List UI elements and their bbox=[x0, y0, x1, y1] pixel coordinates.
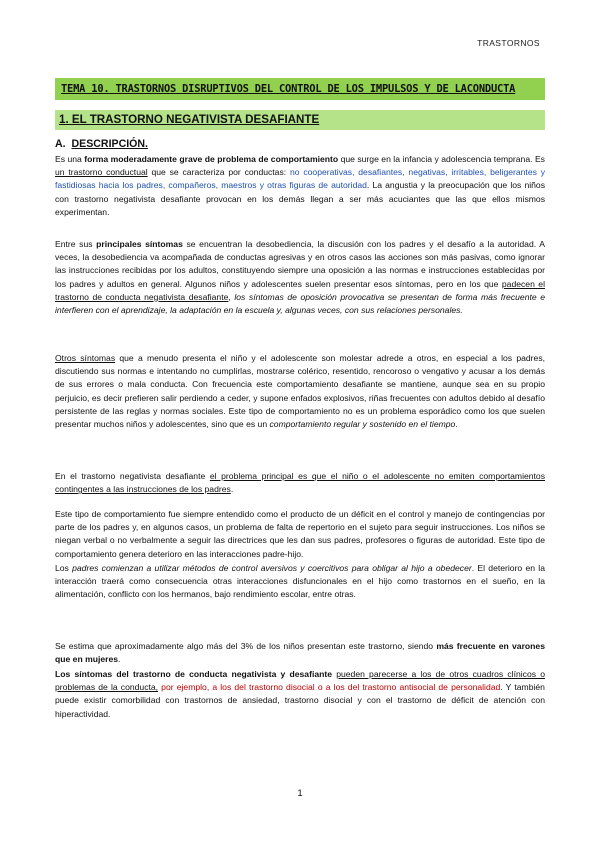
chapter-title: TEMA 10. TRASTORNOS DISRUPTIVOS DEL CONTROL DE LOS IMPULSOS Y DE LACONDUCTA bbox=[61, 83, 516, 95]
text: . La angustia y la preocupación que los niños con trastorno negativista desafiante provocan en los demás llegan a ser más acuciantes que las que ellos mismos experimentan. bbox=[55, 180, 545, 217]
highlighted-text: por ejemplo, a los del trastorno disocial o a los del trastorno antisocial de personalidad bbox=[158, 682, 501, 693]
chapter-title-band bbox=[55, 78, 545, 100]
italic-text: comportamiento regular y sostenido en el tiempo bbox=[269, 419, 456, 430]
paragraph-7 bbox=[55, 640, 545, 666]
bold-text: más frecuente en varones que en mujeres bbox=[55, 641, 545, 665]
italic-text: padres comienzan a utilizar métodos de control aversivos y coercitivos para obligar al hijo a obedecer bbox=[72, 563, 472, 573]
text: . bbox=[230, 484, 234, 495]
text: En el trastorno negativista desafiante bbox=[55, 471, 210, 481]
text: . El deterioro en la interacción traerá como consecuencia otras interacciones disfuncionales en el hijo como trastornos en el sueño, en la alimentación, conflicto con los hermanos, bajo rendimiento escolar, entre otras. bbox=[55, 563, 545, 600]
text: . Y también puede existir comorbilidad con trastornos de ansiedad, trastorno disocial y con el trastorno de déficit de atención con hiperactividad. bbox=[55, 682, 545, 719]
text: que se caracteriza por conductas: bbox=[147, 167, 290, 178]
page-number: 1 bbox=[297, 788, 303, 799]
underlined-text: el problema principal es que el niño o el adolescente no emiten comportamientos contingentes a las instrucciones de los padres bbox=[55, 471, 545, 495]
underlined-text: pueden parecerse a los de otros cuadros clínicos o problemas de la conducta, bbox=[55, 669, 545, 693]
section-heading-band bbox=[55, 110, 545, 130]
text: . bbox=[118, 654, 121, 665]
text: se encuentran la desobediencia, la discusión con los padres y el desafío a la autoridad. A veces, la desobediencia va acompañada de conductas agresivas y en otros casos las acciones son más pasivas, como ignorar las instrucciones recibidas por los adultos, constituyendo siempre una oposición a las normas e instrucciones establecidas por los padres y adultos en general. Algunos niños y adolescentes suelen presentar esos síntomas, pero en los que bbox=[55, 239, 545, 289]
text: Se estima que aproximadamente algo más del 3% de los niños presentan este trastorno, siendo bbox=[55, 641, 437, 651]
bold-text: principales síntomas bbox=[96, 239, 183, 249]
paragraph-3 bbox=[55, 352, 545, 431]
subsection-letter: A. bbox=[55, 138, 66, 150]
text: Este tipo de comportamiento fue siempre entendido como el producto de un déficit en el control y manejo de contingencias por parte de los padres y, en algunos casos, un problema de falta de repertorio en el sujeto para seguir instrucciones. Los niños se niegan verbal o no verbalmente a seguir las directrices que les dan sus padres, profesores o figuras de autoridad. Este tipo de comportamiento genera deterioro en las interacciones padre-hijo. bbox=[55, 509, 545, 559]
paragraph-6 bbox=[55, 562, 545, 602]
paragraph-2 bbox=[55, 238, 545, 317]
bold-text: forma moderadamente grave de problema de comportamiento bbox=[84, 154, 339, 164]
text: Es una bbox=[55, 154, 85, 164]
text: , bbox=[228, 291, 235, 302]
subsection-heading bbox=[55, 138, 148, 150]
paragraph-1 bbox=[55, 153, 545, 219]
subsection-label: DESCRIPCIÓN. bbox=[71, 138, 149, 150]
text: . bbox=[455, 419, 458, 430]
underlined-text: Otros síntomas bbox=[55, 353, 116, 363]
italic-text: los síntomas de oposición provocativa se presentan de forma más frecuente e interfieren con el aprendizaje, la adaptación en la escuela y, algunas veces, con sus relaciones personales. bbox=[55, 291, 545, 316]
section-heading: 1. EL TRASTORNO NEGATIVISTA DESAFIANTE bbox=[59, 113, 320, 126]
text: que a menudo presenta el niño y el adolescente son molestar adrede a otros, en especial a los padres, discutiendo sus normas e intentando no cumplirlas, mostrarse colérico, resentido, rencoroso o vengativo y acusar a los demás de sus errores o mala conducta. Con frecuencia este comportamiento desafiante se mantiene, aunque sea en su propio perjuicio, es decir prefieren salir perdiendo a ceder, y supone enfados explosivos, riñas frecuentes con adultos debido al desafío persistente de las reglas y normas sociales. Este tipo de comportamiento no es un problema esporádico como los que suelen presentar muchos niños y adolescentes, sino que es un bbox=[55, 353, 546, 430]
text: que surge en la infancia y adolescencia temprana. Es bbox=[338, 154, 545, 164]
paragraph-8 bbox=[55, 668, 545, 721]
bold-text: Los síntomas del trastorno de conducta negativista y desafiante bbox=[55, 669, 333, 679]
running-header: TRASTORNOS bbox=[477, 38, 540, 48]
text: Los bbox=[55, 563, 73, 573]
highlighted-text: no cooperativas, desafiantes, negativas, irritables, beligerantes y fastidiosas hacia los padres, compañeros, maestros y otras figuras de autoridad bbox=[55, 167, 545, 191]
paragraph-5 bbox=[55, 508, 545, 561]
underlined-text: padecen el trastorno de conducta negativista desafiante bbox=[55, 278, 545, 302]
underlined-text: un trastorno conductual bbox=[55, 167, 148, 178]
text: Entre sus bbox=[55, 239, 97, 249]
paragraph-4 bbox=[55, 470, 545, 496]
